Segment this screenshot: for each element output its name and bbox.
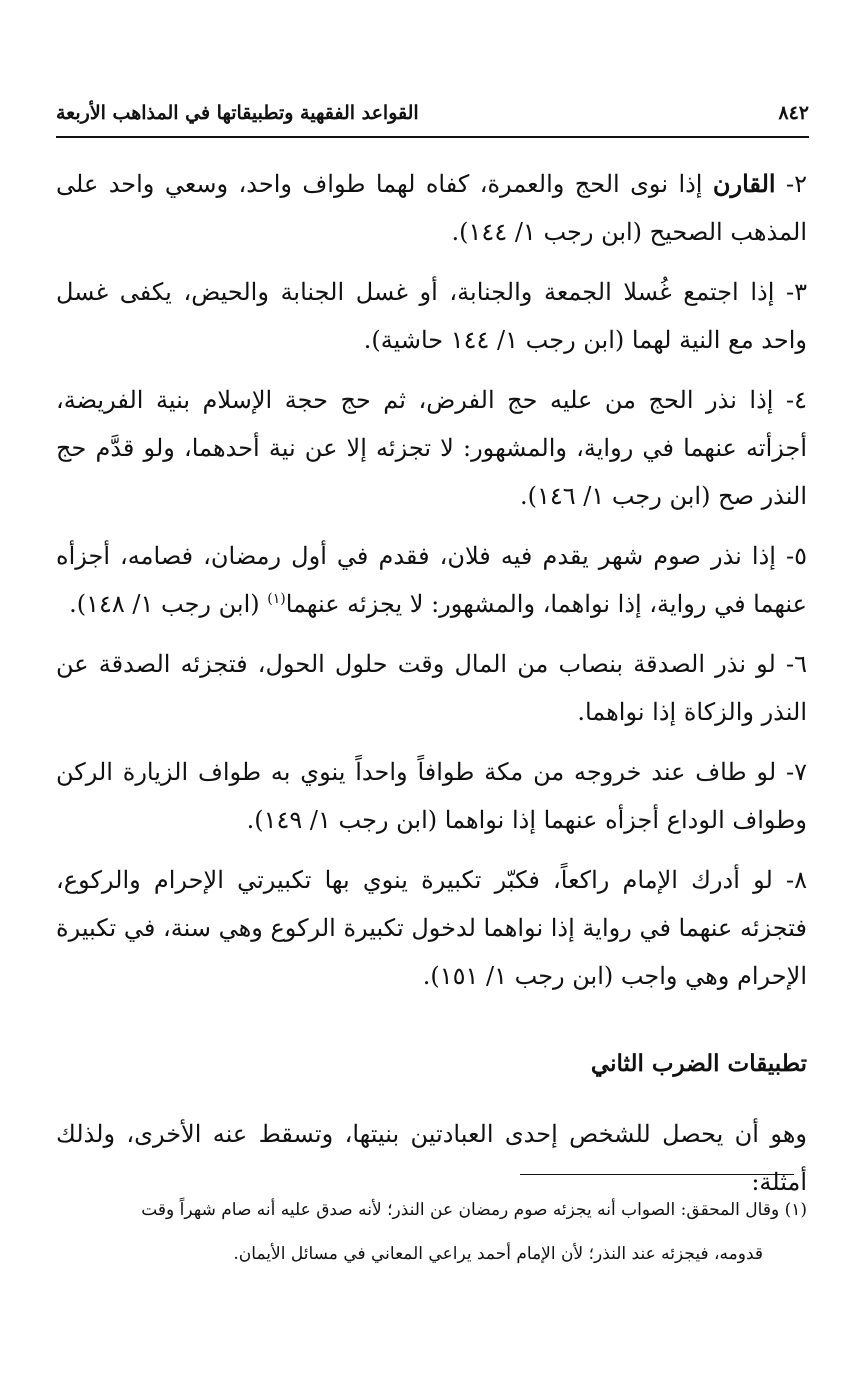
item-number: ٦- xyxy=(785,650,807,678)
list-item xyxy=(56,856,807,1000)
item-number: ٣- xyxy=(786,278,807,306)
footnote-text: قدومه، فيجزئه عند النذر؛ لأن الإمام أحمد يراعي المعاني في مسائل الأيمان. xyxy=(233,1244,763,1264)
footnote-line xyxy=(56,1232,807,1276)
item-text: إذا نوى الحج والعمرة، كفاه لهما طواف واحد، وسعي واحد على المذهب الصحيح (ابن رجب ١/ ١٤٤). xyxy=(56,170,807,246)
page-number: ٨٤٢ xyxy=(778,102,809,124)
footnote xyxy=(56,1188,807,1276)
list-item xyxy=(56,160,807,256)
footnote-line xyxy=(56,1188,807,1232)
item-text: لو نذر الصدقة بنصاب من المال وقت حلول الحول، فتجزئه الصدقة عن النذر والزكاة إذا نواهما. xyxy=(56,650,807,726)
item-text: لو طاف عند خروجه من مكة طوافاً واحداً ينوي به طواف الزيارة الركن وطواف الوداع أجزأه عنهما إذا نواهما (ابن رجب ١/ ١٤٩). xyxy=(56,758,807,834)
item-number: ٧- xyxy=(786,758,807,786)
section-heading: تطبيقات الضرب الثاني xyxy=(590,1050,807,1077)
intro-paragraph: وهو أن يحصل للشخص إحدى العبادتين بنيتها، وتسقط عنه الأخرى، ولذلك أمثلة: xyxy=(56,1120,807,1196)
item-number: ٨- xyxy=(786,866,807,894)
list-item xyxy=(56,268,807,364)
item-number: ٢- xyxy=(786,170,807,198)
footnote-divider xyxy=(520,1174,794,1175)
footnote-text: وقال المحقق: الصواب أنه يجزئه صوم رمضان عن النذر؛ لأنه صدق عليه أنه صام شهراً وقت xyxy=(141,1200,780,1220)
item-keyword: القارن xyxy=(712,169,776,198)
list-item xyxy=(56,532,807,628)
item-citation: (ابن رجب ١/ ١٤٨). xyxy=(69,590,268,618)
list-item xyxy=(56,748,807,844)
page-body xyxy=(56,160,807,1206)
page-header xyxy=(56,96,809,130)
item-number: ٤- xyxy=(785,386,807,414)
item-text: إذا اجتمع غُسلا الجمعة والجنابة، أو غسل الجنابة والحيض، يكفى غسل واحد مع النية لهما (ابن رجب ١/ ١٤٤ حاشية). xyxy=(56,278,807,354)
running-title: القواعد الفقهية وتطبيقاتها في المذاهب الأربعة xyxy=(56,102,419,124)
item-text: لو أدرك الإمام راكعاً، فكبّر تكبيرة ينوي بها تكبيرتي الإحرام والركوع، فتجزئه عنهما في رواية إذا نواهما لدخول تكبيرة الركوع وهي سنة، في تكبيرة الإحرام وهي واجب (ابن رجب ١/ ١٥١). xyxy=(56,866,807,990)
item-number: ٥- xyxy=(786,542,807,570)
header-divider xyxy=(56,136,809,138)
footnote-marker: (١) xyxy=(784,1200,807,1220)
list-item xyxy=(56,376,807,520)
item-text: إذا نذر الحج من عليه حج الفرض، ثم حج حجة الإسلام بنية الفريضة، أجزأته عنهما في رواية، والمشهور: لا تجزئه إلا عن نية أحدهما، ولو قدَّم حج النذر صح (ابن رجب ١/ ١٤٦). xyxy=(56,386,807,510)
list-item xyxy=(56,640,807,736)
item-text: إذا نذر صوم شهر يقدم فيه فلان، فقدم في أول رمضان، فصامه، أجزأه عنهما في رواية، إذا نواهما، والمشهور: لا يجزئه عنهما xyxy=(56,542,807,618)
footnote-reference[interactable]: (١) xyxy=(267,591,286,607)
